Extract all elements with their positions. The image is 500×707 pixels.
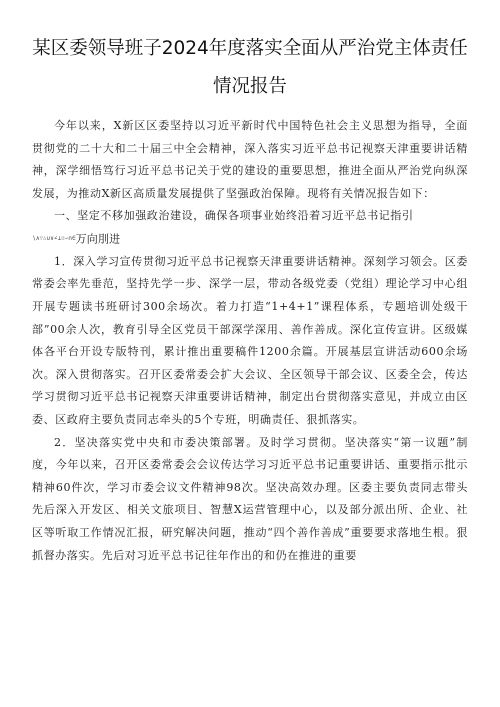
document-title bbox=[32, 30, 468, 106]
document-body bbox=[32, 115, 468, 567]
section-1-heading-end: 万向刖进 bbox=[75, 232, 121, 246]
garbled-text: ∖∧∵∴∪∨∠⊥∷∽∩∈ bbox=[32, 234, 76, 242]
item-2-paragraph: 2．坚决落实党中央和市委决策部署。及时学习贯彻。坚决落实“第一议题”制度，今年以来，召开区委常委会会议传达学习习近平总书记重要讲话、重要指示批示精神60件次，学习市委会议文件精神98次。坚决高效办理。区委主要负责同志带头先后深入开发区、相关文旅项目、智慧X运营管理中心，以及部分派出所、企业、社区等听取工作情况汇报，研究解决问题，推动“四个善作善成”重要要求落地生根。狠抓督办落实。先后对习近平总书记往年作出的和仍在推进的重要 bbox=[32, 435, 468, 562]
section-1-heading: 一、坚定不移加强政治建设，确保各项事业始终沿着习近平总书记指引 bbox=[54, 209, 414, 223]
title-line-2: 情况报告 bbox=[212, 76, 287, 97]
item-1-paragraph: 1．深入学习宣传贯彻习近平总书记视察天津重要讲话精神。深刻学习领会。区委常委会率先垂范，坚持先学一步、深学一层，带动各级党委（党组）理论学习中心组开展专题读书班研讨300余场次。着力打造“1+4+1”课程体系，专题培训处级干部”00余人次，教育引导全区党员干部深学深用、善作善成。深化宣传宣讲。区级媒体各平台开设专版特刊，累计推出重要稿件1200余篇。开展基层宣讲活动600余场次。深入贯彻落实。召开区委常委会扩大会议、全区领导干部会议、区委全会，传达学习贯彻习近平总书记视察天津重要讲话精神，制定出台贯彻落实意见，并成立由区委、区政府主要负责同志牵头的5个专班，明确责任、狠抓落实。 bbox=[32, 254, 468, 427]
section-1-heading-continuation bbox=[32, 228, 468, 251]
title-line-1: 某区委领导班子2024年度落实全面从严治党主体责任 bbox=[32, 38, 468, 59]
intro-paragraph: 今年以来，X新区区委坚持以习近平新时代中国特色社会主义思想为指导，全面贯彻党的二十大和二十届三中全会精神，深入落实习近平总书记视察天津重要讲话精神，深学细悟笃行习近平总书记关于党的建设的重要思想，推进全面从严治党向纵深发展，为推动X新区高质量发展提供了坚强政治保障。现将有关情况报告如下： bbox=[32, 119, 468, 200]
